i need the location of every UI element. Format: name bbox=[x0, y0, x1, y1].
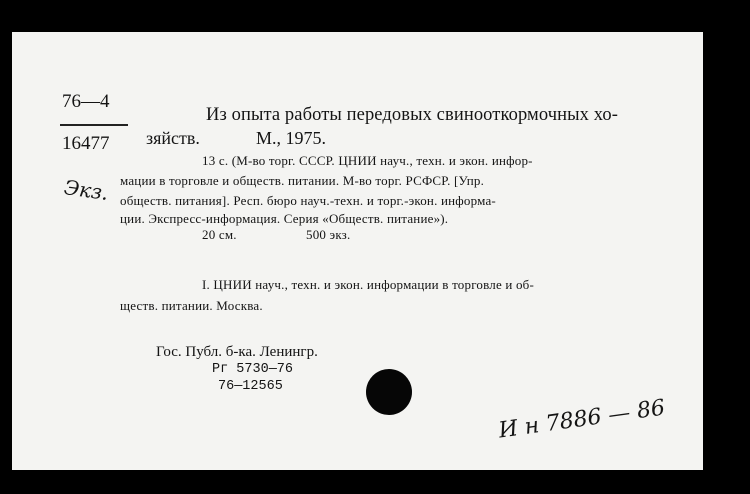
title-line-2b: М., 1975. bbox=[256, 128, 327, 148]
library-card-no: 76—12565 bbox=[218, 379, 283, 394]
handwritten-inventory-mark: И н 7886 — 86 bbox=[497, 395, 667, 444]
description-line-1: 13 с. (М-во торг. СССР. ЦНИИ науч., техн. и экон. инфор- bbox=[202, 153, 533, 168]
tracing-line-1: I. ЦНИИ науч., техн. и экон. информации в торговле и об- bbox=[202, 277, 535, 292]
library-name: Гос. Публ. б-ка. Ленингр. bbox=[156, 344, 318, 360]
library-registry-no: Рг 5730—76 bbox=[212, 362, 294, 377]
description-line-4: ции. Экспресс-информация. Серия «Обществ. питание»). bbox=[120, 211, 449, 226]
tracing-line-2: ществ. питании. Москва. bbox=[120, 298, 263, 313]
description-line-5a: 20 см. bbox=[202, 227, 237, 242]
handwritten-copy-mark: Экз. bbox=[62, 175, 110, 205]
title-line-2a: зяйств. bbox=[146, 128, 200, 148]
description-line-3: обществ. питания]. Респ. бюро науч.-техн. и торг.-экон. информа- bbox=[120, 193, 496, 208]
accession-number: 16477 bbox=[62, 133, 110, 154]
catalog-card bbox=[12, 32, 703, 470]
shelf-code: 76—4 bbox=[62, 91, 110, 112]
description-line-2: мации в торговле и обществ. питании. М-во торг. РСФСР. [Упр. bbox=[120, 173, 485, 188]
description-line-5b: 500 экз. bbox=[306, 227, 351, 242]
title-line-1: Из опыта работы передовых свинооткормочных хо- bbox=[206, 105, 618, 125]
ink-stamp-dot bbox=[366, 369, 412, 415]
shelf-divider bbox=[60, 124, 128, 126]
